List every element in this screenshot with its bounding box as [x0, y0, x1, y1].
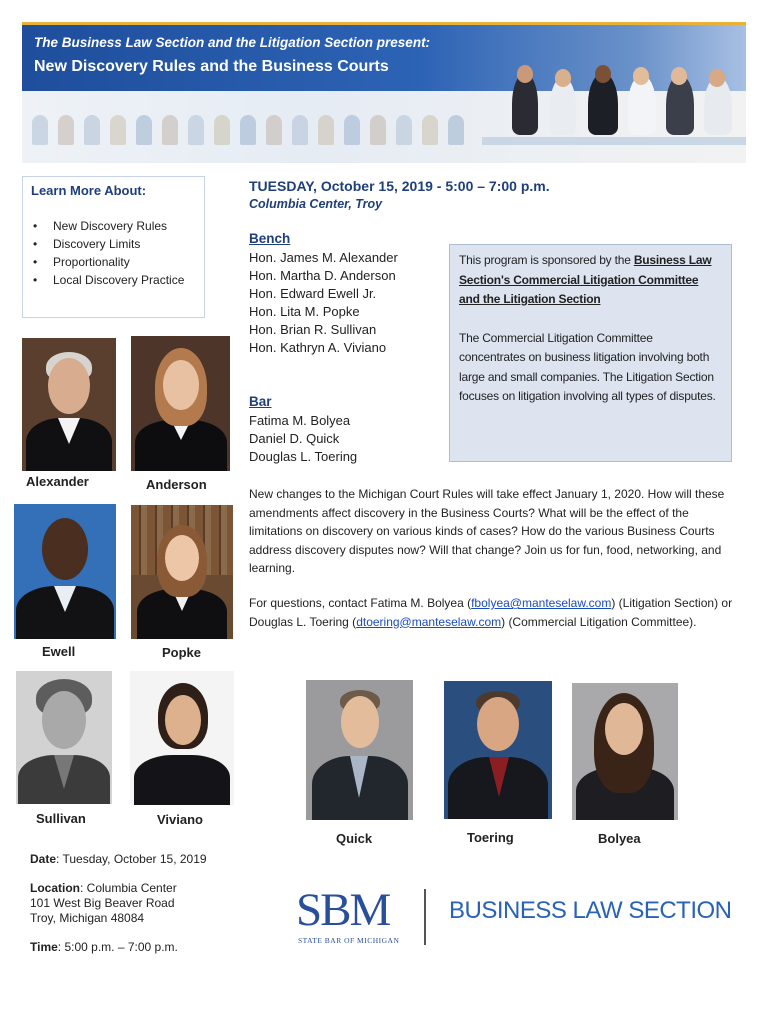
- caption-sullivan: Sullivan: [36, 811, 86, 826]
- contact-suffix: ) (Commercial Litigation Committee).: [501, 614, 697, 629]
- time-label: Time: [30, 940, 58, 954]
- contact-mid: ) (Litigation Section) or Douglas L. Toering (: [249, 596, 733, 629]
- bar-name: Daniel D. Quick: [249, 431, 340, 446]
- bench-name: Hon. James M. Alexander: [249, 250, 398, 265]
- bar-name: Douglas L. Toering: [249, 449, 358, 464]
- contact-prefix: For questions, contact Fatima M. Bolyea (: [249, 596, 472, 610]
- date-label: Date: [30, 852, 57, 866]
- learn-more-list: [31, 217, 184, 289]
- address-line-2: Troy, Michigan 48084: [30, 911, 145, 925]
- bench-name: Hon. Lita M. Popke: [249, 304, 360, 319]
- header-banner: [22, 22, 746, 163]
- banner-title: New Discovery Rules and the Business Courts: [34, 58, 389, 75]
- location-label: Location: [30, 881, 80, 895]
- sponsor-name: Business Law Section's Commercial Litigation Committee and the Litigation Section: [459, 253, 712, 306]
- bar-list: [249, 412, 357, 466]
- caption-popke: Popke: [162, 645, 202, 660]
- sbm-logo-subtitle: STATE BAR OF MICHIGAN: [298, 936, 400, 945]
- list-item: • Discovery Limits: [31, 235, 184, 253]
- date-line: [30, 852, 207, 867]
- portrait-sullivan: [16, 671, 112, 804]
- list-item: • Local Discovery Practice: [31, 271, 184, 289]
- portrait-bolyea: [572, 683, 678, 820]
- portrait-alexander: [22, 338, 116, 471]
- bench-name: Hon. Kathryn A. Viviano: [249, 340, 387, 355]
- program-description: New changes to the Michigan Court Rules will take effect January 1, 2020. How will these amendments affect discovery in the Business Courts? What will be the effect of the limitations on discovery on various kinds of cases? How do the various Business Courts address discovery disputes now? Will that change? Join us for fun, food, networking, and learning.: [249, 487, 725, 575]
- portrait-popke: [131, 505, 233, 639]
- learn-more-box: [22, 176, 205, 318]
- portrait-ewell: [14, 504, 116, 639]
- email-link-bolyea[interactable]: fbolyea@manteselaw.com: [471, 596, 612, 610]
- portrait-viviano: [130, 671, 234, 805]
- event-datetime: TUESDAY, October 15, 2019 - 5:00 – 7:00 p.m.: [249, 178, 550, 194]
- sponsor-intro-text: This program is sponsored by the: [459, 253, 634, 267]
- contact-paragraph: [249, 594, 749, 631]
- logo-divider: [424, 889, 426, 945]
- time-value: : 5:00 p.m. – 7:00 p.m.: [57, 940, 178, 954]
- portrait-quick: [306, 680, 413, 820]
- bar-name: Fatima M. Bolyea: [249, 413, 351, 428]
- banner-kicker: The Business Law Section and the Litigation Section present:: [34, 35, 431, 50]
- email-link-toering[interactable]: dtoering@manteselaw.com: [356, 614, 502, 629]
- bench-list: [249, 249, 398, 357]
- bar-heading: Bar: [249, 394, 272, 409]
- bench-heading: Bench: [249, 231, 291, 246]
- list-item: • Proportionality: [31, 253, 184, 271]
- learn-more-title: Learn More About:: [31, 183, 147, 198]
- event-venue: Columbia Center, Troy: [249, 197, 383, 211]
- portrait-anderson: [131, 336, 230, 471]
- bench-name: Hon. Edward Ewell Jr.: [249, 286, 377, 301]
- portrait-toering: [444, 681, 552, 819]
- bench-name: Hon. Brian R. Sullivan: [249, 322, 377, 337]
- sponsor-body: The Commercial Litigation Committee concentrates on business litigation involving both large and small companies. The Litigation Section focuses on litigation involving all types of disputes.: [459, 330, 716, 403]
- business-law-section-wordmark: BUSINESS LAW SECTION: [449, 897, 732, 924]
- sponsor-intro: [459, 251, 722, 310]
- caption-toering: Toering: [467, 830, 514, 845]
- bench-name: Hon. Martha D. Anderson: [249, 268, 396, 283]
- caption-quick: Quick: [336, 831, 373, 846]
- location-block: [30, 881, 177, 926]
- time-line: [30, 940, 178, 955]
- date-value: : Tuesday, October 15, 2019: [56, 852, 207, 866]
- caption-alexander: Alexander: [26, 474, 89, 489]
- caption-ewell: Ewell: [42, 644, 76, 659]
- sbm-logo: SBM: [296, 884, 390, 936]
- list-item: • New Discovery Rules: [31, 217, 184, 235]
- caption-bolyea: Bolyea: [598, 831, 641, 846]
- location-value: : Columbia Center: [80, 881, 177, 895]
- sponsor-box: [449, 244, 732, 462]
- caption-viviano: Viviano: [157, 812, 204, 827]
- address-line-1: 101 West Big Beaver Road: [30, 896, 175, 910]
- caption-anderson: Anderson: [146, 477, 207, 492]
